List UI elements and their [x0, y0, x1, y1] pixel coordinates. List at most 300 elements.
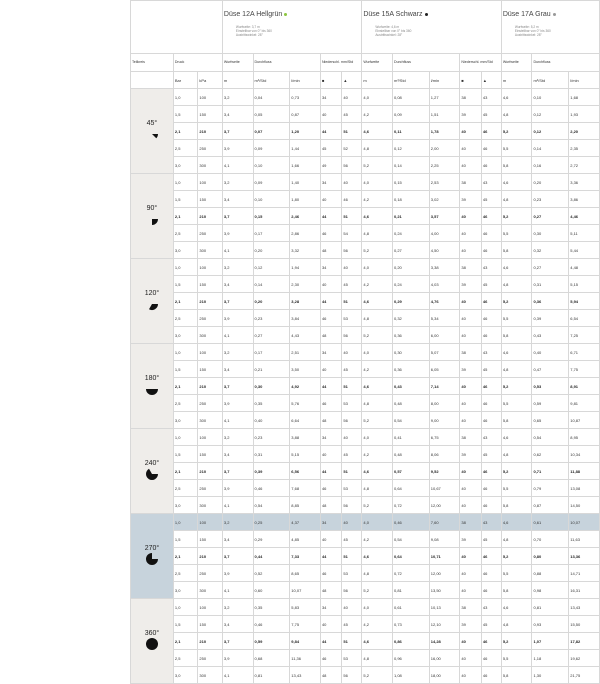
table-cell: 0,61 [393, 599, 430, 616]
table-cell: 11,63 [569, 531, 600, 548]
table-cell: 150 [198, 361, 223, 378]
table-cell: 9,81 [569, 395, 600, 412]
table-cell: 0,24 [393, 276, 430, 293]
table-cell: 40 [460, 412, 481, 429]
table-cell: 45 [481, 106, 501, 123]
table-cell: 2,1 [173, 548, 198, 565]
table-cell: 5,8 [501, 667, 532, 684]
table-cell: 0,54 [393, 412, 430, 429]
table-cell: 45 [342, 446, 362, 463]
table-cell: 7,25 [569, 327, 600, 344]
table-cell: 0,12 [532, 123, 569, 140]
table-cell: 8,95 [569, 429, 600, 446]
table-cell: 3,4 [222, 106, 253, 123]
table-cell: 100 [198, 429, 223, 446]
table-cell: 46 [481, 463, 501, 480]
table-row [131, 225, 600, 242]
table-cell: 3,7 [222, 378, 253, 395]
table-cell: 45 [342, 361, 362, 378]
table-cell: 2,1 [173, 293, 198, 310]
table-row [131, 582, 600, 599]
table-cell: 5,8 [501, 412, 532, 429]
table-cell: 5,11 [569, 225, 600, 242]
table-cell: 4,1 [222, 497, 253, 514]
table-row [131, 565, 600, 582]
table-cell: 2,35 [569, 140, 600, 157]
table-cell: 7,14 [429, 378, 460, 395]
table-cell: 4,8 [362, 650, 393, 667]
unit-cell: m³/Std [253, 72, 290, 89]
table-cell: 4,6 [362, 208, 393, 225]
table-cell: 7,33 [290, 548, 321, 565]
table-cell: 4,6 [501, 174, 532, 191]
table-cell: 5,15 [569, 276, 600, 293]
table-cell: 300 [198, 242, 223, 259]
table-cell: 0,57 [393, 463, 430, 480]
sector-icon [132, 467, 172, 481]
table-cell: 4,85 [290, 531, 321, 548]
table-cell: 5,8 [501, 582, 532, 599]
table-cell: 250 [198, 480, 223, 497]
table-cell: 46 [481, 123, 501, 140]
table-cell: 0,64 [393, 480, 430, 497]
table-cell: 40 [460, 378, 481, 395]
table-cell: 6,54 [569, 310, 600, 327]
table-cell: 8,65 [290, 565, 321, 582]
table-cell: 0,23 [253, 429, 290, 446]
table-row [131, 259, 600, 276]
table-cell: 4,2 [362, 446, 393, 463]
table-cell: 4,2 [362, 276, 393, 293]
angle-label: 360° [144, 630, 160, 637]
table-row [131, 157, 600, 174]
table-cell: 40 [460, 650, 481, 667]
table-cell: 40 [460, 633, 481, 650]
table-cell: 100 [198, 599, 223, 616]
table-cell: 3,9 [222, 565, 253, 582]
table-cell: 0,08 [393, 89, 430, 106]
table-cell: 3,7 [222, 293, 253, 310]
table-cell: 0,25 [253, 514, 290, 531]
table-cell: 9,84 [290, 633, 321, 650]
table-cell: 4,8 [501, 446, 532, 463]
table-cell: 1,0 [173, 259, 198, 276]
table-cell: 40 [460, 293, 481, 310]
table-cell: 3,4 [222, 531, 253, 548]
table-cell: 2,5 [173, 650, 198, 667]
table-cell: 1,66 [290, 157, 321, 174]
table-cell: 0,12 [253, 259, 290, 276]
table-cell: 0,81 [253, 667, 290, 684]
table-cell: 0,16 [532, 157, 569, 174]
table-cell: 40 [342, 259, 362, 276]
table-cell: 45 [342, 106, 362, 123]
table-cell: 3,7 [222, 633, 253, 650]
table-cell: 10,34 [569, 446, 600, 463]
table-cell: 210 [198, 293, 223, 310]
table-cell: 44 [320, 633, 341, 650]
table-cell: 0,27 [253, 327, 290, 344]
table-cell: 46 [481, 140, 501, 157]
table-cell: 5,5 [501, 480, 532, 497]
table-cell: 3,28 [290, 293, 321, 310]
table-cell: 3,9 [222, 395, 253, 412]
table-cell: 1,08 [393, 667, 430, 684]
table-cell: 4,50 [429, 242, 460, 259]
table-cell: 1,0 [173, 344, 198, 361]
table-cell: 5,2 [501, 293, 532, 310]
table-cell: 300 [198, 157, 223, 174]
table-cell: 2,1 [173, 378, 198, 395]
table-row [131, 378, 600, 395]
table-cell: 38 [460, 89, 481, 106]
table-cell: 0,17 [253, 225, 290, 242]
table-row [131, 191, 600, 208]
table-cell: 13,36 [569, 548, 600, 565]
table-cell: 4,8 [362, 310, 393, 327]
table-cell: 300 [198, 667, 223, 684]
table-cell: 40 [460, 667, 481, 684]
table-cell: 210 [198, 208, 223, 225]
table-row [131, 140, 600, 157]
table-cell: 0,10 [253, 157, 290, 174]
table-cell: 4,0 [362, 344, 393, 361]
table-cell: 0,59 [253, 633, 290, 650]
table-cell: 1,5 [173, 276, 198, 293]
table-cell: 34 [320, 259, 341, 276]
table-cell: 0,81 [393, 582, 430, 599]
table-cell: 0,48 [393, 395, 430, 412]
table-cell: 4,1 [222, 582, 253, 599]
table-cell: 10,07 [569, 514, 600, 531]
table-cell: 5,8 [501, 497, 532, 514]
table-cell: 4,6 [501, 514, 532, 531]
table-cell: 1,0 [173, 429, 198, 446]
table-cell: 1,5 [173, 446, 198, 463]
table-cell: 46 [481, 378, 501, 395]
table-cell: 0,09 [253, 174, 290, 191]
table-cell: 100 [198, 344, 223, 361]
table-cell: 38 [460, 174, 481, 191]
table-cell: 2,00 [429, 140, 460, 157]
table-cell: 53 [342, 480, 362, 497]
table-cell: 0,39 [532, 310, 569, 327]
table-cell: 45 [320, 140, 341, 157]
table-cell: 3,0 [173, 582, 198, 599]
table-cell: 46 [481, 208, 501, 225]
table-cell: 0,35 [253, 599, 290, 616]
table-cell: 40 [342, 174, 362, 191]
angle-label: 90° [146, 205, 158, 212]
table-cell: 8,91 [569, 378, 600, 395]
table-cell: 1,5 [173, 616, 198, 633]
table-cell: 49 [320, 157, 341, 174]
table-cell: 0,18 [393, 191, 430, 208]
table-cell: 2,5 [173, 565, 198, 582]
table-cell: 39 [460, 106, 481, 123]
table-cell: 7,75 [290, 616, 321, 633]
table-cell: 46 [481, 242, 501, 259]
table-cell: 250 [198, 310, 223, 327]
table-cell: 15,50 [569, 616, 600, 633]
table-row [131, 106, 600, 123]
table-cell: 0,31 [532, 276, 569, 293]
table-cell: 40 [460, 497, 481, 514]
table-cell: 5,5 [501, 225, 532, 242]
table-cell: 46 [481, 225, 501, 242]
table-cell: 0,20 [253, 242, 290, 259]
table-cell: 1,51 [429, 106, 460, 123]
table-cell: 56 [342, 497, 362, 514]
col-durchfluss-1: Durchfluss [253, 54, 320, 72]
table-cell: 3,0 [173, 412, 198, 429]
table-cell: 210 [198, 378, 223, 395]
table-cell: 3,7 [222, 123, 253, 140]
nozzle-header-17a: Düse 17A Grau Wurfweite: 5,2 m Einstellbar von 0° bis 360 Austrittswinkel: 28° [501, 1, 599, 54]
table-cell: 3,2 [222, 344, 253, 361]
angle-label: 120° [144, 290, 160, 297]
table-cell: 4,1 [222, 667, 253, 684]
table-cell: 4,8 [362, 565, 393, 582]
table-cell: 0,46 [253, 616, 290, 633]
table-cell: 3,2 [222, 89, 253, 106]
angle-cell [131, 259, 174, 344]
sector-icon [132, 552, 172, 566]
table-cell: 10,87 [569, 412, 600, 429]
table-row [131, 242, 600, 259]
table-cell: 2,53 [429, 174, 460, 191]
table-cell: 45 [481, 616, 501, 633]
table-cell: 300 [198, 582, 223, 599]
table-cell: 13,08 [569, 480, 600, 497]
table-cell: 0,72 [393, 565, 430, 582]
table-cell: 46 [481, 548, 501, 565]
table-cell: 34 [320, 174, 341, 191]
grey-dot-icon [553, 13, 556, 16]
col-niederschlag-1: Niederschl. mm/Std [320, 54, 361, 72]
table-cell: 43 [481, 514, 501, 531]
table-cell: 3,4 [222, 191, 253, 208]
table-cell: 210 [198, 633, 223, 650]
table-cell: 3,2 [222, 174, 253, 191]
table-cell: 3,0 [173, 242, 198, 259]
table-cell: 2,46 [290, 208, 321, 225]
table-cell: 0,71 [532, 463, 569, 480]
table-cell: 4,43 [290, 327, 321, 344]
table-cell: 3,86 [569, 191, 600, 208]
table-cell: 4,8 [362, 395, 393, 412]
table-cell: 56 [342, 582, 362, 599]
table-cell: 150 [198, 191, 223, 208]
table-cell: 2,5 [173, 140, 198, 157]
table-cell: 40 [460, 548, 481, 565]
table-cell: 3,32 [290, 242, 321, 259]
table-cell: 0,43 [532, 327, 569, 344]
table-cell: 4,1 [222, 242, 253, 259]
table-cell: 45 [481, 446, 501, 463]
table-cell: 0,60 [253, 582, 290, 599]
table-cell: 11,88 [569, 463, 600, 480]
table-cell: 250 [198, 650, 223, 667]
table-cell: 4,6 [501, 599, 532, 616]
table-cell: 12,10 [429, 616, 460, 633]
table-cell: 13,43 [569, 599, 600, 616]
table-cell: 7,75 [569, 361, 600, 378]
table-row [131, 361, 600, 378]
table-cell: 0,54 [532, 429, 569, 446]
table-cell: 0,05 [253, 106, 290, 123]
table-cell: 0,20 [532, 174, 569, 191]
table-cell: 5,76 [290, 395, 321, 412]
table-cell: 54 [342, 225, 362, 242]
sector-icon [132, 212, 172, 226]
table-cell: 0,46 [393, 514, 430, 531]
col-wurfweite-3: Wurfweite [501, 54, 532, 72]
table-cell: 40 [342, 429, 362, 446]
table-cell: 0,10 [532, 89, 569, 106]
nozzle-header-row [131, 1, 600, 54]
angle-label: 240° [144, 460, 160, 467]
table-cell: 4,8 [362, 480, 393, 497]
table-row [131, 395, 600, 412]
table-cell: 53 [342, 650, 362, 667]
table-cell: 46 [320, 480, 341, 497]
table-cell: 0,73 [290, 89, 321, 106]
table-cell: 3,9 [222, 140, 253, 157]
table-cell: 51 [342, 633, 362, 650]
table-cell: 0,21 [393, 208, 430, 225]
table-cell: 1,68 [569, 89, 600, 106]
table-cell: 51 [342, 293, 362, 310]
table-cell: 46 [481, 293, 501, 310]
table-cell: 56 [342, 327, 362, 344]
table-cell: 1,5 [173, 361, 198, 378]
black-dot-icon [425, 13, 428, 16]
table-cell: 8,85 [290, 497, 321, 514]
table-cell: 0,29 [253, 531, 290, 548]
table-cell: 0,47 [532, 361, 569, 378]
table-cell: 5,5 [501, 395, 532, 412]
table-cell: 1,78 [429, 123, 460, 140]
table-cell: 46 [320, 310, 341, 327]
table-cell: 1,5 [173, 191, 198, 208]
table-cell: 45 [481, 276, 501, 293]
table-cell: 48 [320, 667, 341, 684]
table-cell: 0,12 [393, 140, 430, 157]
table-cell: 4,0 [362, 259, 393, 276]
table-cell: 40 [320, 616, 341, 633]
table-cell: 3,9 [222, 310, 253, 327]
table-cell: 14,28 [429, 633, 460, 650]
unit-cell: m [501, 72, 532, 89]
table-cell: 0,11 [393, 123, 430, 140]
unit-cell: m³/Std [393, 72, 430, 89]
table-cell: 1,44 [290, 140, 321, 157]
table-cell: 0,40 [532, 344, 569, 361]
table-cell: 250 [198, 225, 223, 242]
unit-cell: ■ [460, 72, 481, 89]
table-cell: 40 [460, 242, 481, 259]
table-cell: 4,6 [501, 344, 532, 361]
table-cell: 4,6 [362, 123, 393, 140]
table-cell: 40 [460, 208, 481, 225]
table-cell: 3,02 [429, 191, 460, 208]
unit-cell: ■ [320, 72, 341, 89]
table-cell: 3,4 [222, 361, 253, 378]
table-row [131, 667, 600, 684]
table-cell: 1,5 [173, 531, 198, 548]
table-cell: 3,0 [173, 497, 198, 514]
table-cell: 150 [198, 106, 223, 123]
table-cell: 0,80 [532, 548, 569, 565]
table-cell: 4,2 [362, 191, 393, 208]
table-row [131, 89, 600, 106]
table-cell: 3,50 [290, 361, 321, 378]
table-cell: 210 [198, 463, 223, 480]
table-cell: 5,2 [501, 463, 532, 480]
table-row [131, 616, 600, 633]
table-cell: 3,84 [290, 310, 321, 327]
table-cell: 44 [320, 378, 341, 395]
table-cell: 3,7 [222, 208, 253, 225]
table-cell: 40 [460, 310, 481, 327]
table-cell: 4,8 [501, 361, 532, 378]
table-cell: 39 [460, 616, 481, 633]
table-cell: 10,07 [290, 582, 321, 599]
table-cell: 8,00 [429, 395, 460, 412]
table-cell: 12,00 [429, 497, 460, 514]
table-cell: 7,60 [429, 514, 460, 531]
table-cell: 2,5 [173, 310, 198, 327]
table-cell: 0,30 [532, 225, 569, 242]
table-row [131, 599, 600, 616]
table-cell: 4,92 [290, 378, 321, 395]
table-cell: 44 [320, 208, 341, 225]
table-cell: 3,9 [222, 480, 253, 497]
table-cell: 5,15 [290, 446, 321, 463]
table-cell: 1,07 [532, 633, 569, 650]
table-cell: 0,14 [253, 276, 290, 293]
table-cell: 1,94 [290, 259, 321, 276]
table-cell: 40 [460, 327, 481, 344]
table-cell: 0,21 [253, 361, 290, 378]
table-cell: 3,2 [222, 259, 253, 276]
table-cell: 0,53 [532, 378, 569, 395]
table-cell: 34 [320, 344, 341, 361]
table-cell: 5,83 [290, 599, 321, 616]
table-cell: 4,2 [362, 361, 393, 378]
unit-cell: Bar [173, 72, 198, 89]
table-cell: 0,40 [253, 412, 290, 429]
table-cell: 46 [342, 191, 362, 208]
table-cell: 46 [481, 633, 501, 650]
table-cell: 43 [481, 89, 501, 106]
table-cell: 3,4 [222, 446, 253, 463]
table-cell: 0,44 [253, 548, 290, 565]
table-cell: 1,40 [290, 174, 321, 191]
table-cell: 46 [481, 667, 501, 684]
table-cell: 0,73 [393, 616, 430, 633]
table-cell: 6,71 [569, 344, 600, 361]
table-cell: 45 [481, 361, 501, 378]
table-cell: 4,8 [501, 276, 532, 293]
table-cell: 4,48 [569, 259, 600, 276]
table-cell: 3,2 [222, 514, 253, 531]
angle-cell [131, 344, 174, 429]
table-cell: 300 [198, 327, 223, 344]
nozzle-meta-15a: Wurfweite: 4,6 m Einstellbar von 0° bis 360 Austrittswinkel: 28° [375, 25, 412, 37]
table-row [131, 310, 600, 327]
